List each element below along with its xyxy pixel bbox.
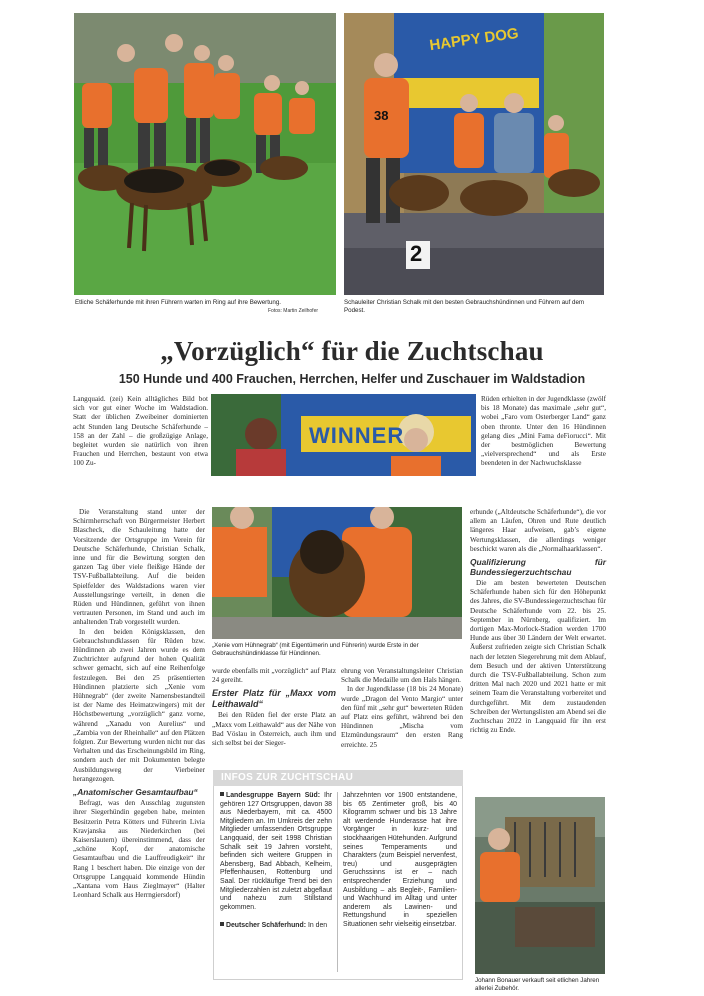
col2-para-2: Bei den Rüden fiel der erste Platz an „Maxx vom Leithawald“ aus der Nähe von Bad Vöslau in Österreich, auch ihm und sich selbst bei der Sieger-	[212, 711, 336, 748]
photo-dog-ring	[74, 13, 336, 295]
intro-column-right	[481, 395, 606, 469]
banner-text: HAPPY DOG	[428, 24, 520, 55]
photo-podium	[344, 13, 604, 295]
photo-credit: Fotos: Martin Zeilhofer	[268, 308, 319, 314]
photo-bonauer	[475, 797, 605, 974]
col1-para-1: Die Veranstaltung stand unter der Schirmherrschaft von Bürgermeister Herbert Blascheck, die Schauleitung hatte der Vorsitzende der Ortsgruppe im Verein für Deutsche Schäferhunde, Christian Schalk, inne und für die Bewirtung sorgten den ganzen Tag über viele fleißige Hände der TSV-Fußballabteilung. Auf die beiden Spielfelder des Waldstadions waren vier Ausstellungsringe verteilt, in denen die Rüden und Hündinnen, geführt von ihnen vertrauten Personen, im Stand und auch im anhaltenden Trab vorgestellt wurden.	[73, 508, 205, 627]
col1-para-2: In den beiden Königsklassen, den Gebrauchshundklassen für Rüden bzw. Hündinnen ab zwei Jahren wurde es dem Zuchtrichter aufgrund der hohen Qualität schwer gemacht, sich auf eine Reihenfolge festzulegen. Bei den 25 präsentierten Hündinnen platzierte sich „Xenie vom Hühnegrab“ (der zweite Namensbestandteil ist der Name des Heimatzwingers) mit der Höchstbewertung „vorzüglich“ ganz vorne, während „Xanadu von Aurelius“ und „Zambia von der Rheinhalle“ auf den Plätzen folgten. Zur Bewertung wurden nicht nur das Verhalten und das Erscheinungsbild im Ring, sondern auch der mit Dokumenten belegte Ausbildungsweg der Vierbeiner herangezogen.	[73, 627, 205, 783]
bullet-square-icon	[220, 922, 224, 926]
infobox-column-b	[343, 792, 457, 930]
col3-para-1: ehrung von Veranstaltungsleiter Christian Schalk die Medaille um den Hals hängen.	[341, 667, 463, 685]
col1-subheading: „Anatomischer Gesamtaufbau“	[73, 787, 198, 798]
col4-subheading: Qualifizierung für Bundessiegerzuchtschau	[470, 557, 606, 578]
bullet-square-icon	[220, 792, 224, 796]
col3-para-2: In der Jugendklasse (18 bis 24 Monate) wurde „Dragon del Vento Margio“ unter den fünf mit „sehr gut“ bewerteten Rüden auf Platz eins geführt, während bei den Hündinnen „Mischa vom Elzmündungsraum“ den ersten Rang erreichte. 25	[341, 685, 463, 749]
photo-caption-top-right: Schauleiter Christian Schalk mit den besten Gebrauchshündinnen und Führern auf dem Podest.	[344, 299, 585, 314]
col2-subheading: Erster Platz für „Maxx vom Leithawald“	[212, 688, 336, 709]
photo-xenie	[212, 507, 462, 639]
article-column-1	[73, 508, 205, 900]
bib-number: 38	[374, 108, 389, 123]
col4-para-2: Die am besten bewerteten Deutschen Schäferhunde haben sich für den Höhepunkt des Jahres, die SV-Bundessiegerzuchtschau für Deutsche Schäferhunde vom 22. bis 25. September in Nürnberg, qualifiziert. Im dortigen Max-Morlock-Stadion werden 1700 Hunde aus über 30 Ländern der Welt erwartet. Äußerst zufrieden zeigte sich Christian Schalk nach der letzten Siegerehrung mit dem Ablauf, dem Besuch und der aktiven Unterstützung durch die TSV-Fußballabteilung. Schon zum dritten Mal nach 2020 und 2021 hatte er mit seinem Team die Veranstaltung vorbereitet und durchgeführt. Mit dem zustaudenden Schreiben der Wertungslisten am Abend sei die Zuchtschau 2022 in Langquaid für ihn erst richtig zu Ende.	[470, 579, 606, 735]
infobox-text-b: Jahrzehnten vor 1900 entstandene, bis 65 Zentimeter groß, bis 40 Kilogramm schwer und bis 13 Jahre alt werdende Hunderasse hat ihre Vorgänger in kurz- und stockhaarigen Hütehunden. Aufgrund seines Temperaments und Charakters (zum Beispiel nervenfest, treu) und ausgeprägten Geruchssinns ist er – nach entsprechender Erziehung und Ausbildung – als Begleit-, Familien- und Wachhund im Alltag und unter anderem als Lawinen- und Rettungshund in speziellen Situationen sehr vielseitig einsetzbar.	[343, 792, 457, 928]
article-column-4	[470, 508, 606, 735]
article-headline: „Vorzüglich“ für die Zuchtschau	[160, 336, 544, 366]
infobox-title-text: INFOS ZUR ZUCHTSCHAU	[221, 772, 354, 783]
col4-para-1: erhunde („Altdeutsche Schäferhunde“), die vor allem an Läufen, Ohren und Rute deutlich längeres Haar aufweisen, gab’s eigene Wertungsklassen, die allerdings weniger beschickt waren als die „Normalhaarklassen“.	[470, 508, 606, 553]
infobox-column-a	[220, 792, 332, 931]
article-subheadline: 150 Hunde und 400 Frauchen, Herrchen, Helfer und Zuschauer im Waldstadion	[118, 372, 586, 386]
intro-text-right: Rüden erhielten in der Jugendklasse (zwölf bis 18 Monate) das maximale „sehr gut“, wobei „Faro vom Osterberger Land“ ganz oben thronte. Unter den 16 Hündinnen gelang dies „Mini Fama deFiorucci“. Mit der bestmöglichen Bewertung „vielversprechend“ und als Erste beendeten in der Nachwuchsklasse	[481, 395, 606, 468]
infobox-text-a: Ihr gehören 127 Ortsgruppen, davon 38 aus Niederbayern, mit ca. 4500 Mitgliedern an. Im Umkreis der zehn Mitglieder umfassenden Ortsgruppe Langquaid, der seit 1998 Christian Schalk seit 19 Jahren vorsteht, befinden sich weitere Gruppen in Abensberg, Bad Abbach, Kelheim, Pfeffenhausen, Rottenburg und Saal. Der rückläufige Trend bei den Mitgliederzahlen ist zuletzt abgeflaut und nahezu zum Stillstand gekommen.	[220, 792, 332, 911]
podium-number: 2	[410, 241, 423, 266]
infobox-title	[213, 770, 463, 786]
intro-text-left: Langquaid. (zei) Kein alltägliches Bild bot sich vor gut einer Woche im Waldstadion. Statt der üblichen Zweibeiner dominierten acht Stunden lang Deutsche Schäferhunde – 158 an der Zahl – die großzügige Anlage, begleitet wurden sie natürlich von ihren Frauchen und Herrchen, bestaunt von etwa 100 Zu-	[73, 395, 208, 468]
col2-para-1: wurde ebenfalls mit „vorzüglich“ auf Platz 24 gereiht.	[212, 667, 336, 685]
article-column-3	[341, 667, 463, 750]
photo-winner-banner	[211, 394, 476, 476]
intro-column-left	[73, 395, 208, 469]
photo-caption-middle: „Xenie vom Hühnegrab“ (mit Eigentümerin und Führerin) wurde Erste in der Gebrauchshündinklasse für Hündinnen.	[212, 642, 419, 657]
infobox-divider	[337, 792, 338, 972]
winner-banner-text: WINNER	[309, 423, 405, 448]
infobox-label-schaeferhund: Deutscher Schäferhund:	[226, 922, 307, 930]
col1-para-3: Befragt, was den Ausschlag zugunsten ihrer Siegerhündin gegeben habe, meinten Besitzerin Petra Kötters und Führerin Livia Kravjanska aus Niederkirchen (bei Kaiserslautern) übereinstimmend, dass der „schöne Kopf, der anatomische Gesamtaufbau und die Lauffreudigkeit“ ihr Rang 1 beschert haben. Die einzige von der Ortsgruppe Langquaid kommende Hündin „Xantana vom Haus Zieglmayer“ (Halter Leonhard Schalk aus Herrngiersdorf)	[73, 799, 205, 900]
photo-caption-top-left: Etliche Schäferhunde mit ihren Führern warten im Ring auf ihre Bewertung.	[75, 299, 282, 306]
infobox-text-a-end: In den	[307, 922, 328, 930]
article-column-2	[212, 667, 336, 748]
infobox-label-landesgruppe: Landesgruppe Bayern Süd:	[226, 792, 321, 799]
photo-caption-bottom-right: Johann Bonauer verkauft seit etlichen Jahren allerlei Zubehör.	[475, 977, 600, 992]
